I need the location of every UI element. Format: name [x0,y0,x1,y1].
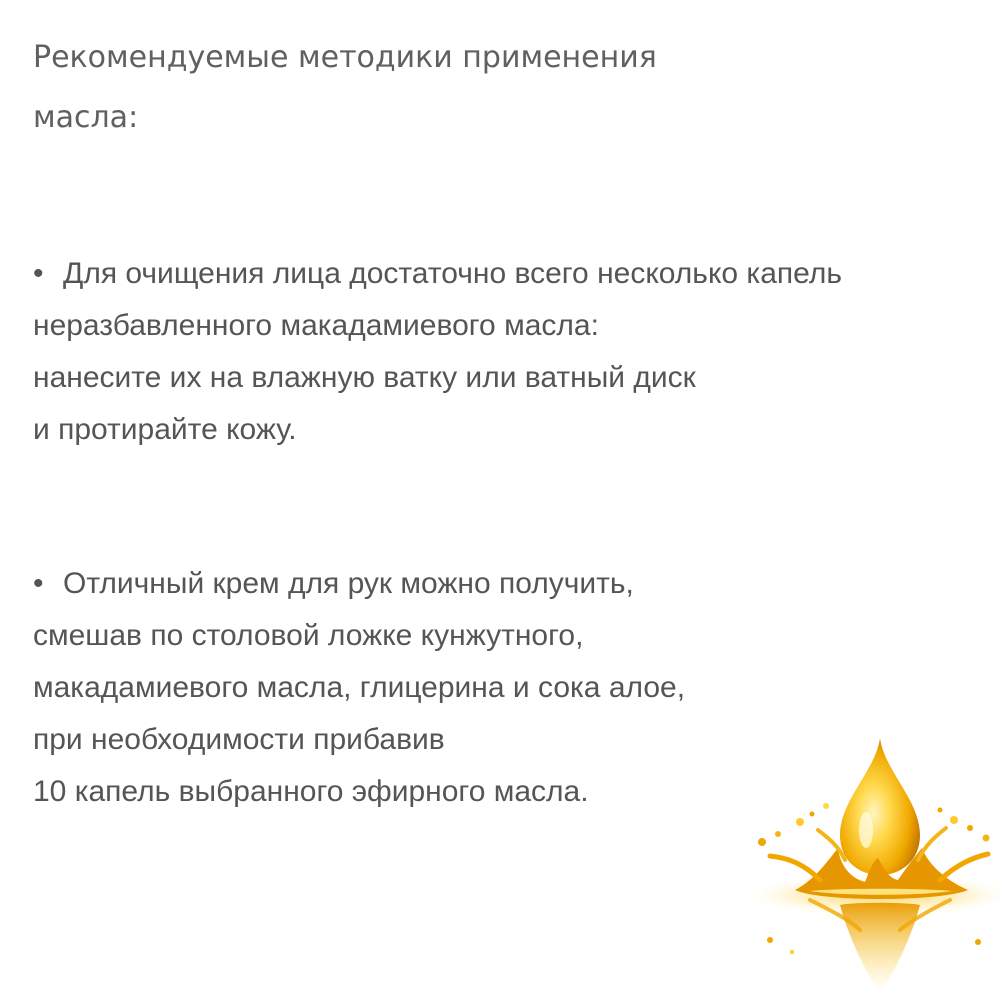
splash-arm [918,828,946,860]
bullet-text-line: смешав по столовой ложке кунжутного, [33,619,584,652]
bullet-text-line: • Для очищения лица достаточно всего несколько капель [33,248,983,300]
splash-droplet [775,831,781,837]
bullet-text-line: 10 капель выбранного эфирного масла. [33,775,589,808]
oil-drop-splash-icon [700,730,1000,1000]
bullet-text-line: • Отличный крем для рук можно получить, [33,558,983,610]
splash-droplet [938,808,943,813]
bullet-item [33,248,983,456]
splash-droplet [983,835,990,842]
splash-arm [770,856,820,880]
splash-droplet [975,939,981,945]
bullet-text-line: неразбавленного макадамиевого масла: [33,309,599,342]
page-title [33,28,933,148]
splash-droplet [758,838,766,846]
bullet-text-line: при необходимости прибавив [33,723,445,756]
bullet-text-line: макадамиевого масла, глицерина и сока алое, [33,671,686,704]
page-title-line: Рекомендуемые методики применения [33,40,657,75]
bullet-text-line: и протирайте кожу. [33,413,297,446]
splash-droplet [767,937,773,943]
splash-droplet [810,812,815,817]
splash-droplet [950,816,958,824]
splash-droplet [967,825,973,831]
splash-droplet [790,950,794,954]
drop-reflection [840,903,920,992]
page-title-line: масла: [33,100,139,135]
bullet-text-line: нанесите их на влажную ватку или ватный диск [33,361,696,394]
splash-arm [940,854,988,880]
splash-droplet [796,818,804,826]
oil-drop-shape [840,738,920,875]
splash-droplet [823,803,829,809]
drop-highlight [859,812,873,848]
